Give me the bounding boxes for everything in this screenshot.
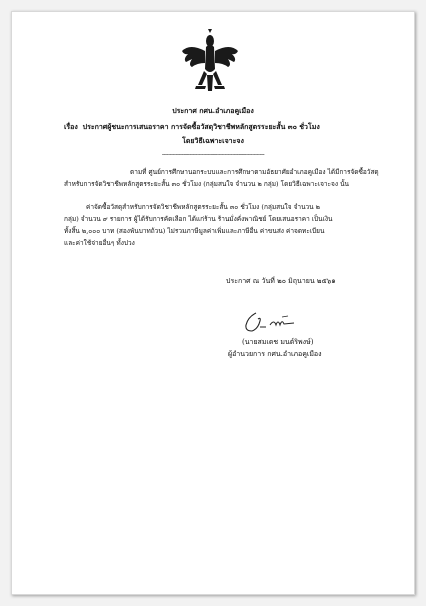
subject-text: ประกาศผู้ชนะการเสนอราคา การจัดซื้อวัสดุวิชาชีพหลักสูตรระยะสั้น ๓๐ ชั่วโมง	[82, 122, 320, 131]
announcement-date: ประกาศ ณ วันที่ ๒๐ มิถุนายน ๒๕๖๑	[226, 277, 336, 285]
para2-line3: ทั้งสิ้น ๒,๐๐๐ บาท (สองพันบาทถ้วน) ไม่รวมภาษีมูลค่าเพิ่มและภาษีอื่น ค่าขนส่ง ค่าจดทะเบียน	[64, 227, 325, 235]
subject-line	[64, 122, 320, 131]
signer-name: (นายสมเดช มนต์ริพงษ์)	[242, 338, 314, 346]
procurement-method: โดยวิธีเฉพาะเจาะจง	[182, 136, 244, 145]
divider-line: -------------------------------------------------------------------	[161, 151, 265, 158]
para2-line1: ค่าจัดซื้อวัสดุสำหรับการจัดวิชาชีพหลักสูตรระยะสั้น ๓๐ ชั่วโมง (กลุ่มสนใจ จำนวน ๒	[86, 203, 320, 211]
para2-line2: กลุ่ม) จำนวน ๙ รายการ ผู้ได้รับการคัดเลือก ได้แก่ร้าน ร้านมั่งคั่งพาณิชย์ โดยเสนอราคา เป็นเงิน	[64, 215, 333, 223]
para1-line2: สำหรับการจัดวิชาชีพหลักสูตรระยะสั้น ๓๐ ชั่วโมง (กลุ่มสนใจ จำนวน ๒ กลุ่ม) โดยวิธีเฉพาะเจาะจง นั้น	[64, 180, 349, 188]
issuer-line: ประกาศ กศน.อำเภอคูเมือง	[172, 106, 254, 115]
garuda-emblem-icon	[180, 29, 240, 95]
para2-line4: และค่าใช้จ่ายอื่นๆ ทั้งปวง	[64, 239, 135, 247]
document-page	[11, 11, 415, 595]
signer-position: ผู้อำนวยการ กศน.อำเภอคูเมือง	[228, 350, 322, 358]
subject-label: เรื่อง	[64, 122, 78, 131]
para1-line1: ตามที่ ศูนย์การศึกษานอกระบบและการศึกษาตามอัธยาศัยอำเภอคูเมือง ได้มีการจัดซื้อวัสดุ	[130, 168, 379, 176]
handwritten-signature	[236, 307, 306, 335]
